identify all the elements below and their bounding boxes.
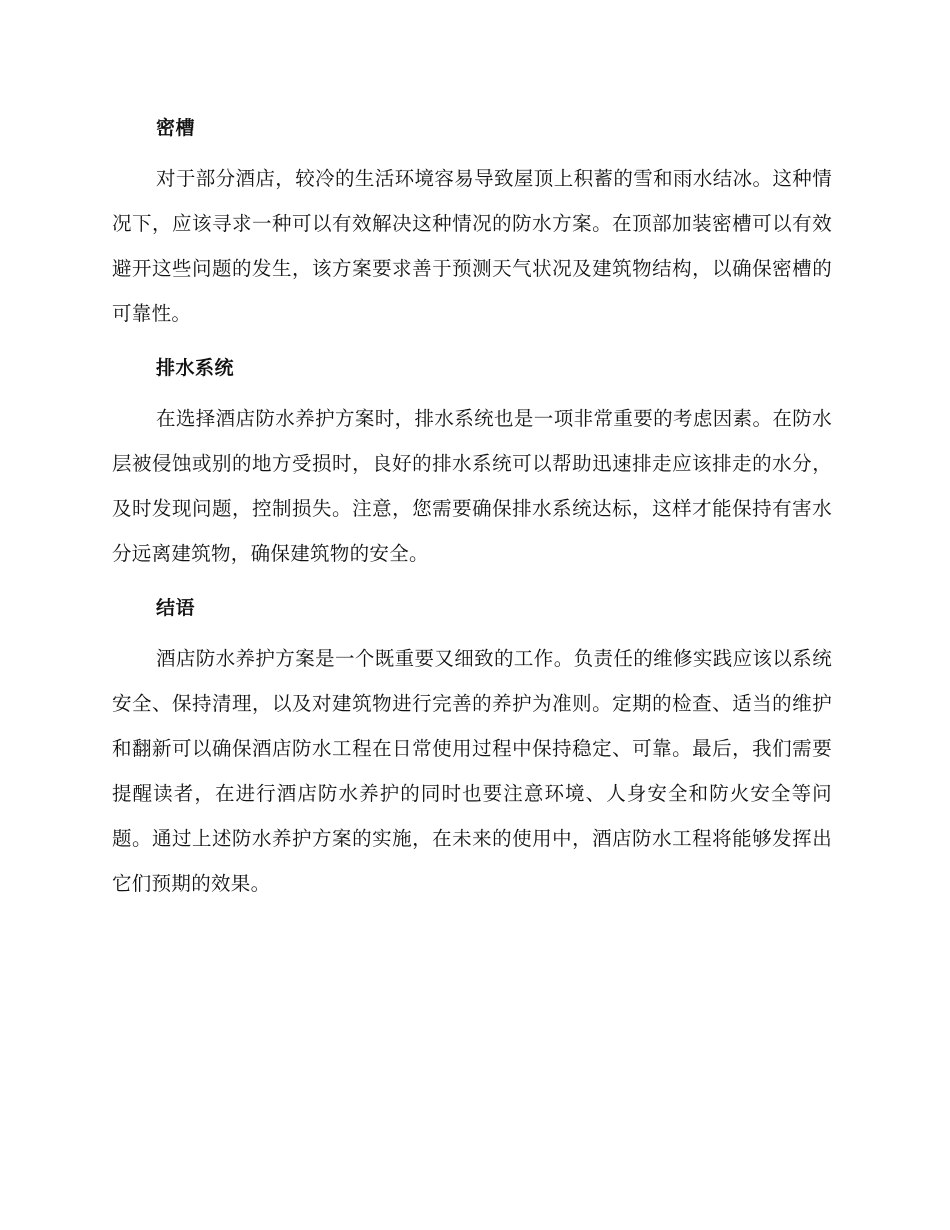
section-paragraph: 酒店防水养护方案是一个既重要又细致的工作。负责任的维修实践应该以系统安全、保持清理，以及对建筑物进行完善的养护为准则。定期的检查、适当的维护和翻新可以确保酒店防水工程在日常使用过程中保持稳定、可靠。最后，我们需要提醒读者，在进行酒店防水养护的同时也要注意环境、人身安全和防火安全等问题。通过上述防水养护方案的实施，在未来的使用中，酒店防水工程将能够发挥出它们预期的效果。 — [112, 647, 832, 895]
section-drainage-system — [112, 348, 832, 576]
section-paragraph: 在选择酒店防水养护方案时，排水系统也是一项非常重要的考虑因素。在防水层被侵蚀或别的地方受损时，良好的排水系统可以帮助迅速排走应该排走的水分，及时发现问题，控制损失。注意，您需要确保排水系统达标，这样才能保持有害水分远离建筑物，确保建筑物的安全。 — [112, 407, 832, 565]
section-sealing-groove — [112, 108, 832, 336]
section-heading: 排水系统 — [156, 357, 235, 379]
section-paragraph: 对于部分酒店，较冷的生活环境容易导致屋顶上积蓄的雪和雨水结冰。这种情况下，应该寻求一种可以有效解决这种情况的防水方案。在顶部加装密槽可以有效避开这些问题的发生，该方案要求善于预测天气状况及建筑物结构，以确保密槽的可靠性。 — [112, 167, 832, 325]
section-heading: 结语 — [156, 597, 196, 619]
document-content — [112, 108, 832, 918]
section-heading: 密槽 — [156, 117, 196, 139]
section-conclusion — [112, 588, 832, 906]
